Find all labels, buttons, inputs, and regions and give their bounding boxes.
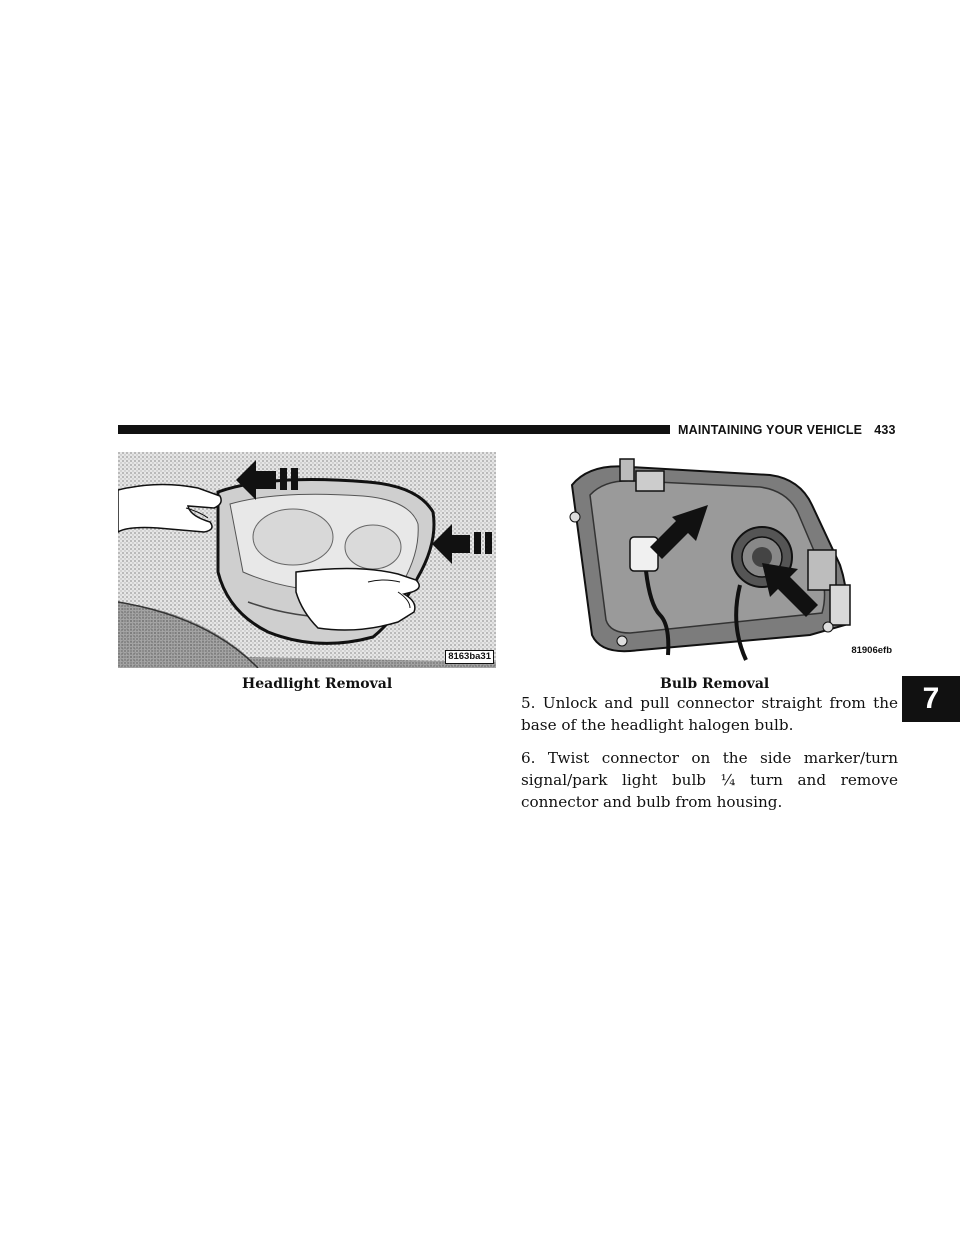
figure-code: 81906efb	[851, 645, 892, 656]
header-rule	[118, 425, 670, 434]
page-number: 433	[874, 423, 896, 437]
chapter-tab: 7	[902, 676, 960, 722]
figure-caption-headlight-removal: Headlight Removal	[242, 676, 393, 692]
section-title: MAINTAINING YOUR VEHICLE	[678, 423, 863, 437]
bulb-removal-illustration	[550, 455, 900, 668]
figure-code: 8163ba31	[445, 650, 494, 664]
instruction-text	[521, 692, 898, 824]
step-5: 5. Unlock and pull connector straight from the base of the headlight halogen bulb.	[521, 694, 898, 734]
running-header	[678, 422, 896, 438]
headlight-removal-figure	[118, 452, 496, 668]
figure-caption-bulb-removal: Bulb Removal	[660, 676, 770, 692]
headlight-removal-illustration	[118, 452, 496, 668]
step-6: 6. Twist connector on the side marker/turn signal/park light bulb ¼ turn and remove connector and bulb from housing.	[521, 749, 898, 811]
bulb-removal-figure	[550, 455, 900, 668]
